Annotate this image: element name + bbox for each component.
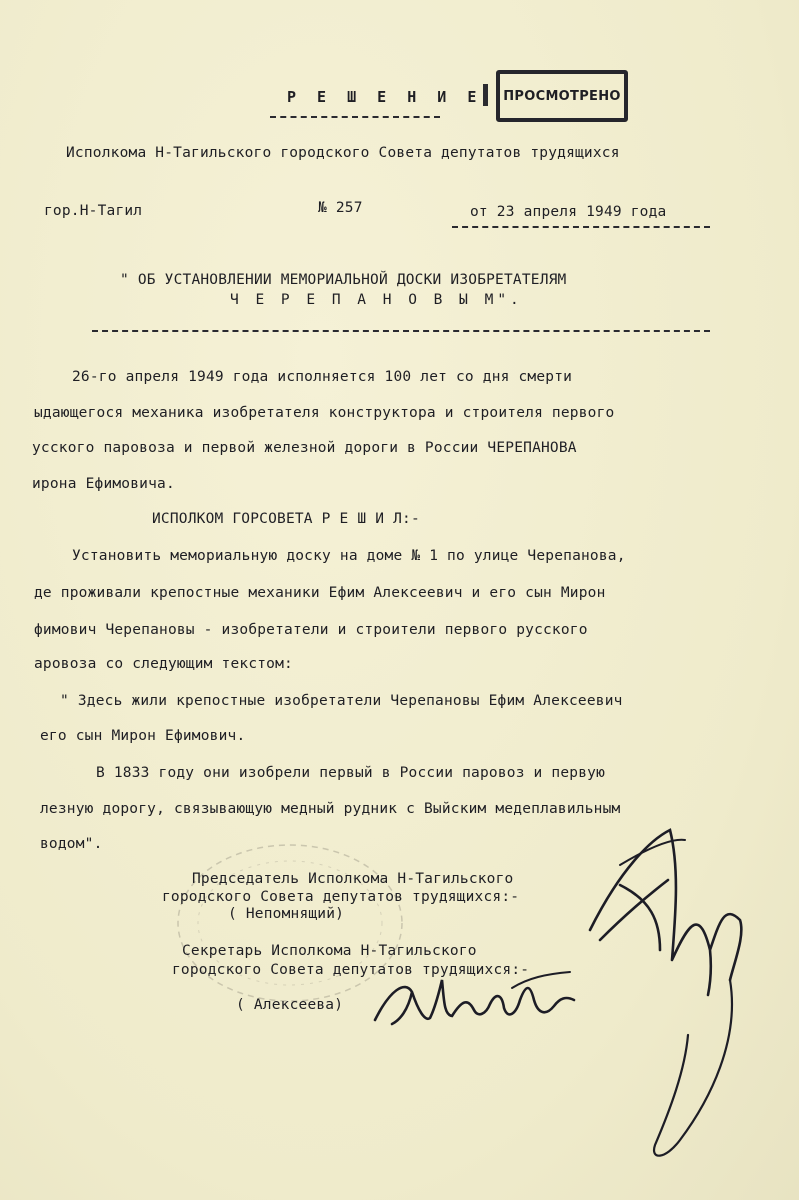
secretary-title-2: городского Совета депутатов трудящихся:- [172,962,530,978]
subject-line-2: Ч Е Р Е П А Н О В Ы М". [230,292,523,308]
quote-line-5: водом". [40,836,103,852]
stamp-mark [483,84,488,106]
date-underline [452,226,710,228]
chairman-title-2: городского Совета депутатов трудящихся:- [162,889,520,905]
decision-date: от 23 апреля 1949 года [470,204,667,220]
secretary-signature [370,970,600,1040]
issuer-line: Исполкома Н-Тагильского городского Совета депутатов трудящихся [66,145,620,161]
decision-number: № 257 [318,200,363,216]
intro-line-1: 26-го апреля 1949 года исполняется 100 лет со дня смерти [72,369,573,385]
quote-line-4: лезную дорогу, связывающую медный рудник с Выйским медеплавильным [40,801,621,817]
subject-line-1: " ОБ УСТАНОВЛЕНИИ МЕМОРИАЛЬНОЙ ДОСКИ ИЗОБРЕТАТЕЛЯМ [120,272,567,288]
decision-line-1: Установить мемориальную доску на доме № 1 по улице Черепанова, [72,548,626,564]
intro-line-3: усского паровоза и первой железной дороги в России ЧЕРЕПАНОВА [32,440,577,456]
secretary-name: ( Алексеева) [236,997,344,1013]
resolution-heading: ИСПОЛКОМ ГОРСОВЕТА Р Е Ш И Л:- [152,511,420,527]
intro-line-4: ирона Ефимовича. [32,476,175,492]
title-underline [270,116,440,118]
quote-line-1: " Здесь жили крепостные изобретатели Черепановы Ефим Алексеевич [60,693,623,709]
secretary-title-1: Секретарь Исполкома Н-Тагильского [182,943,477,959]
intro-line-2: ыдающегося механика изобретателя конструктора и строителя первого [34,405,615,421]
stamp-text: ПРОСМОТРЕНО [503,88,621,104]
subject-underline [92,330,710,332]
document-title: Р Е Ш Е Н И Е [287,88,483,106]
chairman-title-1: Председатель Исполкома Н-Тагильского [192,871,514,887]
decision-line-2: де проживали крепостные механики Ефим Алексеевич и его сын Мирон [34,585,606,601]
decision-line-3: фимович Черепановы - изобретатели и строители первого русского [34,622,588,638]
city: гор.Н-Тагил [44,203,143,219]
reviewed-stamp [496,70,628,122]
decision-line-4: аровоза со следующим текстом: [34,656,293,672]
quote-line-2: его сын Мирон Ефимович. [40,728,246,744]
chairman-name: ( Непомнящий) [228,906,345,922]
quote-line-3: В 1833 году они изобрели первый в России паровоз и первую [96,765,605,781]
